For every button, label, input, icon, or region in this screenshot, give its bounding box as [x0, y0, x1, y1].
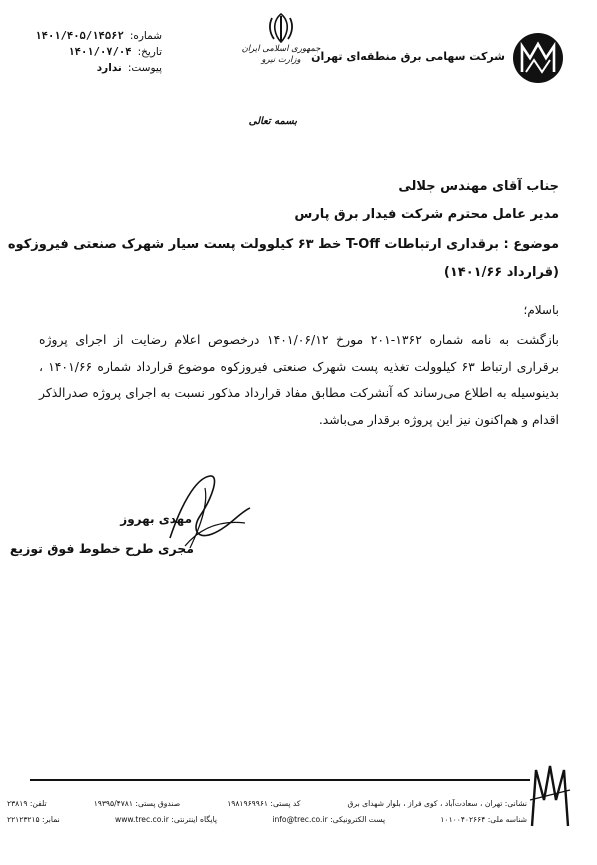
signatory-name: مهدی بهروز [120, 512, 192, 526]
footer-row-1 [7, 799, 527, 808]
meta-number-value: ۱۴۰۱/۴۰۵/۱۴۵۶۲ [35, 30, 124, 42]
footer-email: پست الکترونیکی: info@trec.co.ir [272, 815, 386, 824]
footer-website: پایگاه اینترنتی: www.trec.co.ir [115, 815, 218, 824]
ministry-line-1: جمهوری اسلامی ایران [241, 44, 321, 54]
company-name: شرکت سهامی برق منطقه‌ای تهران [311, 50, 505, 63]
footer-divider [30, 779, 530, 781]
footer-fax: نمابر: ۲۲۱۲۳۲۱۵ [7, 815, 60, 824]
letter-meta [12, 30, 162, 74]
meta-date-row [12, 46, 162, 58]
subject-line: موضوع : برقداری ارتباطات T-Off خط ۶۳ کیلوولت پست سیار شهرک صنعتی فیروزکوه [7, 237, 559, 252]
meta-date-label: تاریخ: [137, 46, 162, 58]
footer-national-id: شناسه ملی: ۱۰۱۰۰۴۰۲۶۶۴ [440, 815, 527, 824]
meta-number-label: شماره: [129, 30, 162, 42]
footer-po-box: صندوق پستی: ۱۹۳۹۵/۴۷۸۱ [93, 799, 181, 808]
ministry-line-2: وزارت نیرو [261, 55, 301, 65]
emblem-icon [266, 12, 296, 44]
addressee-title: مدیر عامل محترم شرکت فیدار برق پارس [294, 207, 559, 222]
footer-row-2 [7, 815, 527, 824]
footer-phone: تلفن: ۲۳۸۱۹ [7, 799, 47, 808]
meta-attachment-value: ندارد [96, 62, 122, 74]
meta-attachment-row [12, 62, 162, 74]
footer-logo-icon [528, 760, 572, 830]
letter-body: بازگشت به نامه شماره ۱۳۶۲-۲۰۱ مورخ ۱۴۰۱/۰۶/۱۲ درخصوص اعلام رضایت از اجرای پروژه برقراری ارتباط ۶۳ کیلوولت تغذیه پست شهرک صنعتی فیروزکوه موضوع قرارداد شماره ۱۴۰۱/۶۶ ، بدینوسیله به اطلاع می‌رساند که آنشرکت مطابق مفاد قرارداد مذکور نسبت به اجرای پروژه صدرالذکر اقدام و هم‌اکنون نیز این پروژه برقدار می‌باشد. [39, 332, 559, 427]
invocation: بسمه تعالی [248, 116, 297, 127]
signatory-title: مجری طرح خطوط فوق توزیع [9, 541, 194, 556]
company-logo-icon [512, 32, 564, 84]
subject-contract: (قرارداد ۱۴۰۱/۶۶) [443, 265, 559, 280]
footer-address: نشانی: تهران ، سعادت‌آباد ، کوی فراز ، بلوار شهدای برق [347, 799, 527, 808]
meta-number-row [12, 30, 162, 42]
footer-postal-code: کد پستی: ۱۹۸۱۹۶۹۹۶۱ [227, 799, 301, 808]
meta-date-value: ۱۴۰۱/۰۷/۰۴ [68, 46, 132, 58]
meta-attachment-label: پیوست: [127, 62, 162, 74]
addressee-name: جناب آقای مهندس جلالی [398, 179, 559, 194]
greeting: باسلام؛ [523, 303, 559, 317]
